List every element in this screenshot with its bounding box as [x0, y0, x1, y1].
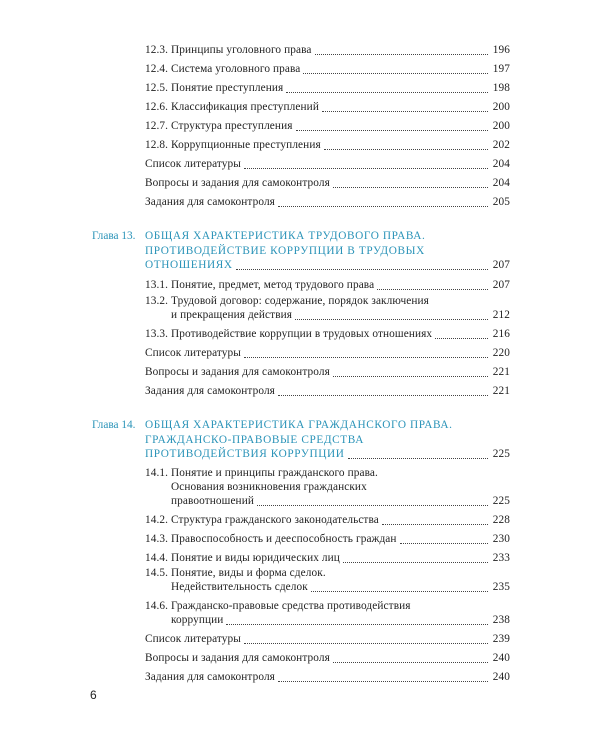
toc-entry-page: 238	[492, 614, 510, 626]
toc-entry-label-line2[interactable]: Основания возникновения гражданских	[171, 481, 367, 493]
toc-entry-label: 12.3. Принципы уголовного права	[145, 44, 312, 56]
toc-entry-label: 12.7. Структура преступления	[145, 120, 293, 132]
chapter-14-title-line1[interactable]: ОБЩАЯ ХАРАКТЕРИСТИКА ГРАЖДАНСКОГО ПРАВА.	[145, 419, 453, 431]
toc-entry[interactable]	[171, 581, 510, 594]
toc-entry[interactable]	[145, 63, 510, 76]
dot-leader	[278, 394, 488, 396]
toc-entry[interactable]	[145, 633, 510, 646]
toc-entry-page: 233	[492, 552, 510, 564]
toc-entry[interactable]	[145, 120, 510, 133]
toc-entry-page: 207	[492, 279, 510, 291]
toc-entry[interactable]	[145, 366, 510, 379]
toc-entry[interactable]	[145, 82, 510, 95]
toc-entry-page: 204	[492, 158, 510, 170]
toc-entry-label: Список литературы	[145, 633, 241, 645]
toc-entry-label: 12.8. Коррупционные преступления	[145, 139, 321, 151]
chapter-14-page: 225	[492, 448, 510, 460]
chapter-13-title-line2[interactable]: ПРОТИВОДЕЙСТВИЕ КОРРУПЦИИ В ТРУДОВЫХ	[145, 245, 425, 257]
dot-leader	[348, 457, 488, 459]
dot-leader	[303, 72, 488, 74]
toc-entry[interactable]	[145, 44, 510, 57]
dot-leader	[244, 642, 488, 644]
toc-entry-page: 212	[492, 309, 510, 321]
toc-entry[interactable]	[145, 139, 510, 152]
chapter-13-label: Глава 13.	[92, 230, 136, 242]
dot-leader	[333, 661, 488, 663]
toc-entry[interactable]	[171, 309, 510, 322]
dot-leader	[382, 523, 488, 525]
toc-entry-label-line1[interactable]: 13.2. Трудовой договор: содержание, порядок заключения	[145, 295, 429, 307]
toc-entry[interactable]	[145, 101, 510, 114]
chapter-14-title-text: ПРОТИВОДЕЙСТВИЯ КОРРУПЦИИ	[145, 448, 345, 460]
dot-leader	[257, 504, 488, 506]
dot-leader	[311, 590, 488, 592]
page-number: 6	[90, 688, 97, 702]
toc-entry-page: 205	[492, 196, 510, 208]
toc-entry-label: Недействительность сделок	[171, 581, 308, 593]
dot-leader	[278, 680, 488, 682]
toc-entry[interactable]	[145, 385, 510, 398]
dot-leader	[435, 337, 488, 339]
toc-entry-label: Задания для самоконтроля	[145, 671, 275, 683]
dot-leader	[377, 288, 488, 290]
toc-entry-label: Список литературы	[145, 158, 241, 170]
dot-leader	[286, 91, 488, 93]
toc-entry-label-line1[interactable]: 14.6. Гражданско-правовые средства противодействия	[145, 600, 411, 612]
chapter-13-title-line1[interactable]: ОБЩАЯ ХАРАКТЕРИСТИКА ТРУДОВОГО ПРАВА.	[145, 230, 426, 242]
toc-entry[interactable]	[145, 328, 510, 341]
dot-leader	[244, 167, 488, 169]
toc-entry-page: 240	[492, 671, 510, 683]
toc-entry[interactable]	[145, 196, 510, 209]
toc-entry-label: коррупции	[171, 614, 224, 626]
dot-leader	[324, 148, 488, 150]
toc-entry-page: 196	[492, 44, 510, 56]
toc-entry-page: 204	[492, 177, 510, 189]
toc-entry-page: 221	[492, 366, 510, 378]
toc-entry[interactable]	[145, 552, 510, 565]
toc-entry-label: 12.4. Система уголовного права	[145, 63, 301, 75]
toc-entry-label: Вопросы и задания для самоконтроля	[145, 366, 330, 378]
dot-leader	[333, 186, 488, 188]
dot-leader	[315, 53, 488, 55]
toc-entry-label: 14.3. Правоспособность и дееспособность граждан	[145, 533, 397, 545]
toc-entry[interactable]	[145, 514, 510, 527]
toc-entry-label: Задания для самоконтроля	[145, 196, 275, 208]
chapter-14-label: Глава 14.	[92, 419, 136, 431]
toc-entry-page: 228	[492, 514, 510, 526]
toc-entry-label: 13.3. Противодействие коррупции в трудовых отношениях	[145, 328, 433, 340]
toc-entry[interactable]	[145, 158, 510, 171]
toc-entry-page: 200	[492, 120, 510, 132]
chapter-13-title-text: ОТНОШЕНИЯХ	[145, 259, 233, 271]
toc-entry-page: 200	[492, 101, 510, 113]
toc-entry-page: 230	[492, 533, 510, 545]
toc-entry-page: 240	[492, 652, 510, 664]
chapter-14-title-line2[interactable]: ГРАЖДАНСКО-ПРАВОВЫЕ СРЕДСТВА	[145, 434, 364, 446]
toc-entry-page: 225	[492, 495, 510, 507]
toc-entry-page: 198	[492, 82, 510, 94]
toc-entry[interactable]	[145, 347, 510, 360]
toc-entry[interactable]	[145, 177, 510, 190]
dot-leader	[400, 542, 488, 544]
toc-entry-page: 221	[492, 385, 510, 397]
toc-entry-page: 235	[492, 581, 510, 593]
toc-entry-label: 13.1. Понятие, предмет, метод трудового права	[145, 279, 375, 291]
toc-entry-label: Вопросы и задания для самоконтроля	[145, 177, 330, 189]
toc-entry-label: Вопросы и задания для самоконтроля	[145, 652, 330, 664]
toc-entry-page: 197	[492, 63, 510, 75]
toc-entry[interactable]	[145, 279, 510, 292]
chapter-14-title-line3[interactable]	[145, 448, 510, 461]
toc-entry[interactable]	[145, 671, 510, 684]
toc-entry-label: и прекращения действия	[171, 309, 293, 321]
toc-entry-label: Задания для самоконтроля	[145, 385, 275, 397]
toc-entry-page: 216	[492, 328, 510, 340]
dot-leader	[244, 356, 488, 358]
toc-entry-label: 14.4. Понятие и виды юридических лиц	[145, 552, 340, 564]
toc-entry-label: правоотношений	[171, 495, 254, 507]
toc-entry[interactable]	[145, 533, 510, 546]
toc-entry-label-line1[interactable]: 14.1. Понятие и принципы гражданского права.	[145, 467, 378, 479]
chapter-13-title-line3[interactable]	[145, 259, 510, 272]
dot-leader	[322, 110, 488, 112]
dot-leader	[333, 375, 488, 377]
toc-entry-page: 202	[492, 139, 510, 151]
toc-entry-label: 12.6. Классификация преступлений	[145, 101, 319, 113]
chapter-13-page: 207	[492, 259, 510, 271]
dot-leader	[278, 205, 488, 207]
toc-entry-label: 14.2. Структура гражданского законодательства	[145, 514, 379, 526]
toc-entry-label: Список литературы	[145, 347, 241, 359]
dot-leader	[236, 268, 488, 270]
toc-entry-page: 239	[492, 633, 510, 645]
toc-entry-label-line1[interactable]: 14.5. Понятие, виды и форма сделок.	[145, 567, 326, 579]
dot-leader	[343, 561, 488, 563]
dot-leader	[295, 318, 488, 320]
dot-leader	[296, 129, 488, 131]
dot-leader	[226, 623, 488, 625]
toc-entry[interactable]	[171, 614, 510, 627]
toc-entry-label: 12.5. Понятие преступления	[145, 82, 284, 94]
toc-entry[interactable]	[145, 652, 510, 665]
toc-entry-page: 220	[492, 347, 510, 359]
toc-entry[interactable]	[171, 495, 510, 508]
